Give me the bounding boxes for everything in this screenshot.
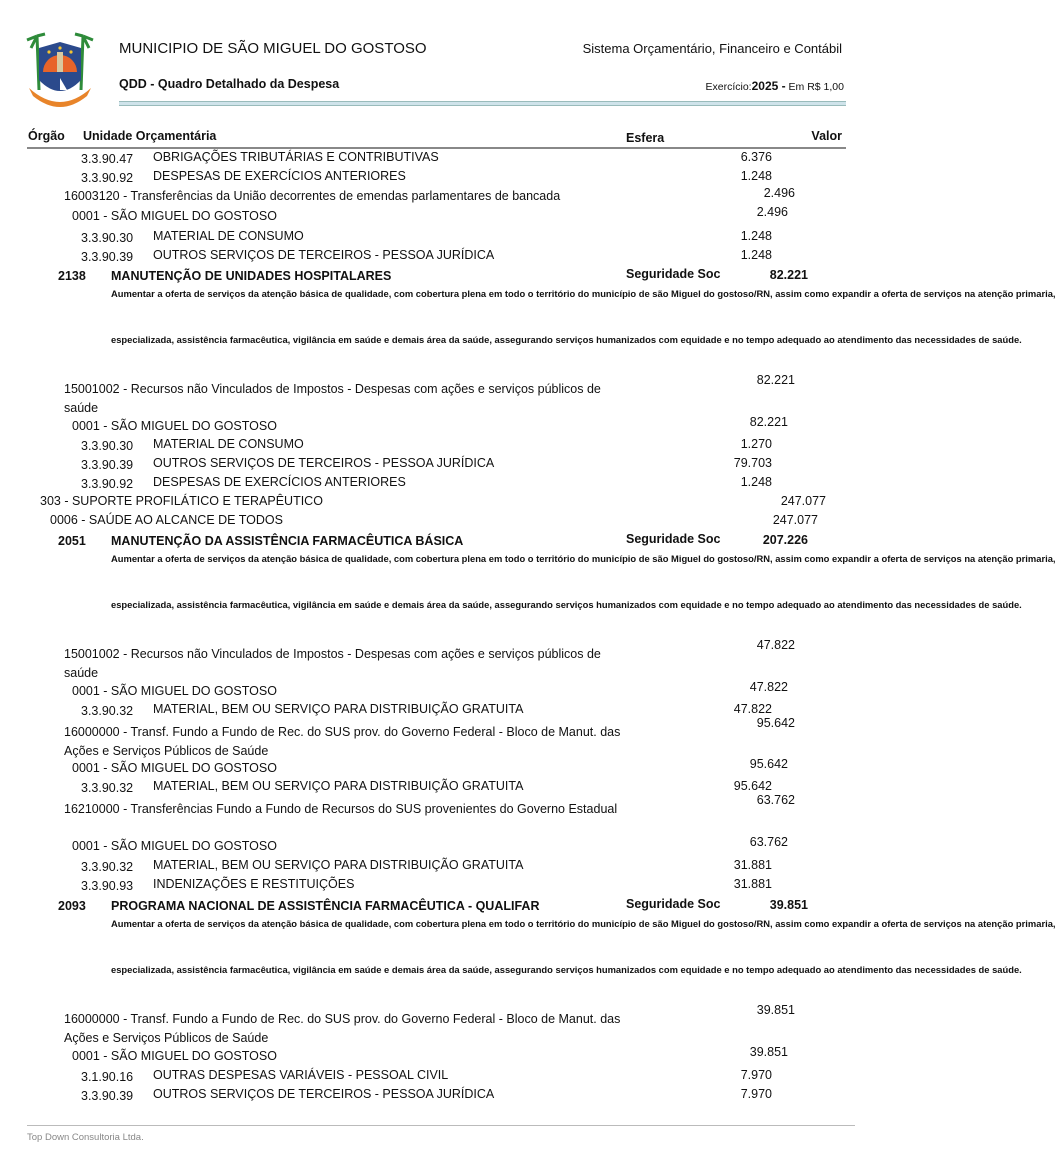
element-description: DESPESAS DE EXERCÍCIOS ANTERIORES: [153, 169, 406, 183]
action-detail: Aumentar a oferta de serviços da atenção básica de qualidade, com cobertura plena em todo o território do município de são Miguel do gostoso/RN, assim como expandir a oferta de serviços na atenção primaria,: [111, 553, 1056, 564]
element-value: 6.376: [740, 150, 772, 164]
footer-company: Top Down Consultoria Ltda.: [27, 1132, 144, 1143]
unit-value: 47.822: [749, 680, 788, 694]
element-code: 3.3.90.32: [81, 704, 134, 718]
municipality-name: MUNICIPIO DE SÃO MIGUEL DO GOSTOSO: [119, 40, 427, 57]
subfunction-value: 247.077: [780, 494, 826, 508]
resource-source: 16000000 - Transf. Fundo a Fundo de Rec. do SUS prov. do Governo Federal - Bloco de Manut. das Ações e Serviços Públicos de Saúde: [64, 1012, 621, 1045]
action-detail-continued: especializada, assistência farmacêutica, vigilância em saúde e demais área da saúde, assegurando serviços humanizados com equidade e no tempo adequado ao atendimento das necessidades de saúde.: [111, 964, 1022, 975]
element-value: 31.881: [733, 877, 772, 891]
resource-value: 47.822: [756, 638, 795, 652]
system-name: Sistema Orçamentário, Financeiro e Contábil: [582, 41, 842, 56]
resource-value: 95.642: [756, 716, 795, 730]
element-value: 1.248: [740, 229, 772, 243]
element-description: MATERIAL, BEM OU SERVIÇO PARA DISTRIBUIÇÃO GRATUITA: [153, 702, 524, 716]
action-esfera: Seguridade Soc: [626, 897, 721, 911]
element-description: MATERIAL, BEM OU SERVIÇO PARA DISTRIBUIÇÃO GRATUITA: [153, 858, 524, 872]
program-value: 247.077: [772, 513, 818, 527]
unit-name: 0001 - SÃO MIGUEL DO GOSTOSO: [72, 1049, 277, 1063]
program-name: 0006 - SAÚDE AO ALCANCE DE TODOS: [50, 513, 283, 527]
action-detail: Aumentar a oferta de serviços da atenção básica de qualidade, com cobertura plena em todo o território do município de são Miguel do gostoso/RN, assim como expandir a oferta de serviços na atenção primaria,: [111, 918, 1056, 929]
element-code: 3.3.90.39: [81, 1089, 134, 1103]
action-title: MANUTENÇÃO DA ASSISTÊNCIA FARMACÊUTICA BÁSICA: [111, 534, 464, 548]
element-code: 3.3.90.93: [81, 879, 134, 893]
element-code: 3.3.90.39: [81, 250, 134, 264]
element-description: OUTROS SERVIÇOS DE TERCEIROS - PESSOA JURÍDICA: [153, 1087, 495, 1101]
unit-value: 2.496: [756, 205, 788, 219]
element-value: 47.822: [733, 702, 772, 716]
resource-source: 16210000 - Transferências Fundo a Fundo de Recursos do SUS provenientes do Governo Estadual: [64, 802, 618, 816]
element-description: OUTRAS DESPESAS VARIÁVEIS - PESSOAL CIVIL: [153, 1068, 449, 1082]
currency-label: Em R$ 1,00: [788, 81, 844, 93]
action-value: 207.226: [762, 533, 808, 547]
action-value: 39.851: [769, 898, 808, 912]
col-header-valor: Valor: [811, 129, 842, 143]
exercise-info: [705, 79, 844, 93]
header-divider: [119, 101, 846, 106]
action-title: MANUTENÇÃO DE UNIDADES HOSPITALARES: [111, 269, 392, 283]
col-header-orgao: Órgão: [28, 129, 65, 143]
unit-name: 0001 - SÃO MIGUEL DO GOSTOSO: [72, 761, 277, 775]
element-description: MATERIAL DE CONSUMO: [153, 229, 304, 243]
element-code: 3.1.90.16: [81, 1070, 134, 1084]
column-header-divider: [27, 147, 846, 149]
footer-divider: [27, 1125, 855, 1126]
resource-source: 15001002 - Recursos não Vinculados de Impostos - Despesas com ações e serviços públicos de saúde: [64, 382, 601, 415]
element-code: 3.3.90.92: [81, 171, 134, 185]
action-detail-continued: especializada, assistência farmacêutica, vigilância em saúde e demais área da saúde, assegurando serviços humanizados com equidade e no tempo adequado ao atendimento das necessidades de saúde.: [111, 599, 1022, 610]
action-detail-continued: especializada, assistência farmacêutica, vigilância em saúde e demais área da saúde, assegurando serviços humanizados com equidade e no tempo adequado ao atendimento das necessidades de saúde.: [111, 334, 1022, 345]
element-description: INDENIZAÇÕES E RESTITUIÇÕES: [153, 877, 355, 891]
element-code: 3.3.90.39: [81, 458, 134, 472]
element-value: 79.703: [733, 456, 772, 470]
action-code: 2093: [58, 899, 86, 913]
element-value: 31.881: [733, 858, 772, 872]
action-detail: Aumentar a oferta de serviços da atenção básica de qualidade, com cobertura plena em todo o território do município de são Miguel do gostoso/RN, assim como expandir a oferta de serviços na atenção primaria,: [111, 288, 1056, 299]
element-description: MATERIAL DE CONSUMO: [153, 437, 304, 451]
element-code: 3.3.90.30: [81, 231, 134, 245]
action-code: 2051: [58, 534, 86, 548]
unit-value: 82.221: [749, 415, 788, 429]
element-description: OUTROS SERVIÇOS DE TERCEIROS - PESSOA JURÍDICA: [153, 456, 495, 470]
element-code: 3.3.90.47: [81, 152, 134, 166]
element-value: 1.270: [740, 437, 772, 451]
exercise-year: 2025 -: [751, 79, 786, 93]
unit-value: 63.762: [749, 835, 788, 849]
municipal-logo: [25, 30, 95, 110]
subfunction-name: 303 - SUPORTE PROFILÁTICO E TERAPÊUTICO: [40, 494, 323, 508]
resource-source: 15001002 - Recursos não Vinculados de Impostos - Despesas com ações e serviços públicos de saúde: [64, 647, 601, 680]
action-title: PROGRAMA NACIONAL DE ASSISTÊNCIA FARMACÊUTICA - QUALIFAR: [111, 899, 540, 913]
resource-source: 16000000 - Transf. Fundo a Fundo de Rec. do SUS prov. do Governo Federal - Bloco de Manut. das Ações e Serviços Públicos de Saúde: [64, 725, 621, 758]
element-value: 95.642: [733, 779, 772, 793]
resource-source: 16003120 - Transferências da União decorrentes de emendas parlamentares de bancada: [64, 189, 561, 203]
element-value: 1.248: [740, 248, 772, 262]
element-code: 3.3.90.32: [81, 781, 134, 795]
element-value: 7.970: [740, 1068, 772, 1082]
element-description: OBRIGAÇÕES TRIBUTÁRIAS E CONTRIBUTIVAS: [153, 150, 439, 164]
element-description: MATERIAL, BEM OU SERVIÇO PARA DISTRIBUIÇÃO GRATUITA: [153, 779, 524, 793]
element-description: OUTROS SERVIÇOS DE TERCEIROS - PESSOA JURÍDICA: [153, 248, 495, 262]
action-esfera: Seguridade Soc: [626, 267, 721, 281]
element-description: DESPESAS DE EXERCÍCIOS ANTERIORES: [153, 475, 406, 489]
unit-name: 0001 - SÃO MIGUEL DO GOSTOSO: [72, 419, 277, 433]
resource-value: 39.851: [756, 1003, 795, 1017]
element-code: 3.3.90.92: [81, 477, 134, 491]
report-title: QDD - Quadro Detalhado da Despesa: [119, 77, 340, 91]
col-header-esfera: Esfera: [626, 131, 665, 145]
action-esfera: Seguridade Soc: [626, 532, 721, 546]
unit-name: 0001 - SÃO MIGUEL DO GOSTOSO: [72, 839, 277, 853]
action-code: 2138: [58, 269, 86, 283]
element-value: 1.248: [740, 475, 772, 489]
action-value: 82.221: [769, 268, 808, 282]
resource-value: 82.221: [756, 373, 795, 387]
unit-value: 39.851: [749, 1045, 788, 1059]
element-code: 3.3.90.30: [81, 439, 134, 453]
element-value: 7.970: [740, 1087, 772, 1101]
unit-name: 0001 - SÃO MIGUEL DO GOSTOSO: [72, 684, 277, 698]
unit-name: 0001 - SÃO MIGUEL DO GOSTOSO: [72, 209, 277, 223]
col-header-unidade: Unidade Orçamentária: [83, 129, 217, 143]
resource-value: 2.496: [763, 186, 795, 200]
element-value: 1.248: [740, 169, 772, 183]
element-code: 3.3.90.32: [81, 860, 134, 874]
resource-value: 63.762: [756, 793, 795, 807]
exercise-label: Exercício:: [705, 81, 752, 93]
unit-value: 95.642: [749, 757, 788, 771]
